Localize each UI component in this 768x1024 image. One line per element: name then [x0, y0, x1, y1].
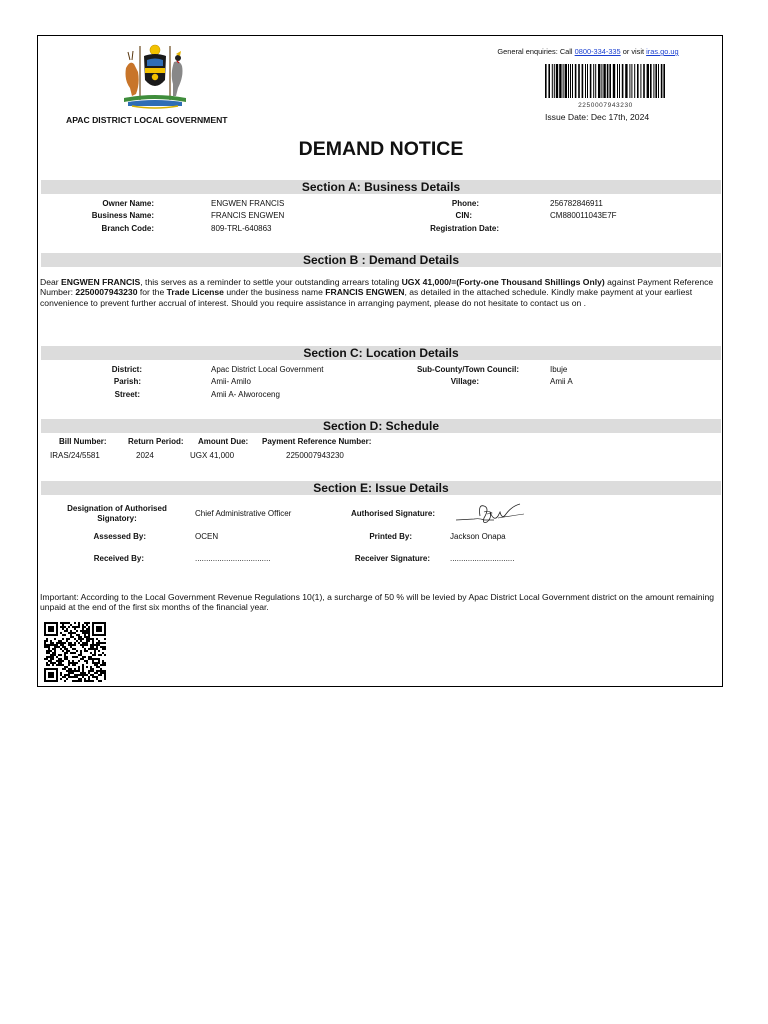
general-enquiries	[458, 47, 718, 56]
coat-of-arms-emblem	[118, 40, 192, 110]
demand-notice-document	[37, 35, 723, 687]
authorised-signature-label: Authorised Signature:	[350, 509, 435, 518]
issue-date: Issue Date: Dec 17th, 2024	[545, 112, 650, 122]
barcode	[543, 64, 668, 109]
cell-payment-reference: 2250007943230	[286, 451, 344, 460]
subcounty-value: Ibuje	[550, 365, 568, 374]
district-label: District:	[111, 365, 142, 374]
demand-reference: 2250007943230	[75, 287, 138, 298]
printed-by-value: Jackson Onapa	[450, 532, 506, 541]
barcode-number: 2250007943230	[578, 102, 633, 109]
col-return-period: Return Period:	[128, 437, 184, 446]
cell-return-period: 2024	[136, 451, 154, 460]
cin-value: CM880011043E7F	[550, 211, 617, 220]
demand-text-6: , as detailed in the attached schedule. Kindly make payment at your earliest convenience to prevent further accrual of interest. Should you require assistance in arranging payment, please do not hesitate to contact us on .	[40, 287, 693, 308]
demand-text-1: Dear	[40, 277, 62, 287]
received-by-value: ..................................	[195, 554, 271, 563]
demand-text-2: , this serves as a reminder to settle your outstanding arrears totaling	[140, 277, 402, 287]
phone-label: Phone:	[451, 199, 479, 208]
important-note: Important: According to the Local Government Revenue Regulations 10(1), a surcharge of 50 % will be levied by Apac District Local Government district on the amount remaining unpaid at the end of the first six months of the financial year.	[40, 592, 715, 613]
or-visit-text: or visit	[620, 47, 647, 56]
subcounty-label: Sub-County/Town Council:	[416, 365, 519, 374]
demand-paragraph	[40, 277, 720, 308]
receiver-signature-label: Receiver Signature:	[354, 554, 430, 563]
street-value: Amii A- Alworoceng	[211, 390, 280, 399]
section-e-header: Section E: Issue Details	[41, 481, 721, 495]
section-a-header: Section A: Business Details	[41, 180, 721, 194]
printed-by-label: Printed By:	[369, 532, 412, 541]
col-payment-reference: Payment Reference Number:	[262, 437, 372, 446]
demand-text-5: under the business name	[223, 287, 326, 298]
government-name: APAC DISTRICT LOCAL GOVERNMENT	[66, 115, 228, 125]
section-c-header: Section C: Location Details	[41, 346, 721, 360]
assessed-by-label: Assessed By:	[93, 532, 146, 541]
received-by-label: Received By:	[93, 554, 144, 563]
cell-amount-due: UGX 41,000	[190, 451, 235, 460]
col-amount-due: Amount Due:	[198, 437, 249, 446]
authorised-signature-image	[454, 498, 528, 528]
qr-code	[44, 622, 106, 682]
designation-label: Designation of Authorised Signatory:	[67, 504, 167, 523]
demand-license: Trade License	[166, 287, 224, 298]
page-title: DEMAND NOTICE	[298, 138, 464, 160]
website-link[interactable]: iras.go.ug	[646, 47, 679, 56]
owner-name-label: Owner Name:	[102, 199, 154, 208]
phone-value: 256782846911	[550, 199, 603, 208]
cin-label: CIN:	[455, 211, 472, 220]
receiver-signature-value: .............................	[450, 554, 515, 563]
business-name-value: FRANCIS ENGWEN	[211, 211, 285, 220]
registration-date-label: Registration Date:	[430, 224, 499, 233]
col-bill-number: Bill Number:	[59, 437, 107, 446]
owner-name-value: ENGWEN FRANCIS	[211, 199, 285, 208]
designation-value: Chief Administrative Officer	[195, 509, 292, 518]
branch-code-label: Branch Code:	[101, 224, 154, 233]
village-label: Village:	[450, 377, 479, 386]
village-value: Amii A	[550, 377, 573, 386]
assessed-by-value: OCEN	[195, 532, 219, 541]
district-value: Apac District Local Government	[211, 365, 324, 374]
street-label: Street:	[114, 390, 140, 399]
phone-link[interactable]: 0800-334-335	[574, 47, 621, 56]
parish-value: Amii- Amilo	[211, 377, 252, 386]
cell-bill-number: IRAS/24/5581	[50, 451, 100, 460]
branch-code-value: 809-TRL-640863	[211, 224, 272, 233]
demand-amount: UGX 41,000/=(Forty-one Thousand Shillings Only)	[401, 277, 605, 287]
demand-text-4: for the	[137, 287, 167, 298]
parish-label: Parish:	[113, 377, 141, 386]
enquiries-prefix: General enquiries: Call	[497, 47, 575, 56]
section-d-header: Section D: Schedule	[41, 419, 721, 433]
demand-owner-name: ENGWEN FRANCIS	[61, 277, 141, 287]
demand-text-3: against Payment Reference Number:	[40, 277, 714, 298]
business-name-label: Business Name:	[91, 211, 154, 220]
demand-business: FRANCIS ENGWEN	[325, 287, 405, 298]
section-b-header: Section B : Demand Details	[41, 253, 721, 267]
